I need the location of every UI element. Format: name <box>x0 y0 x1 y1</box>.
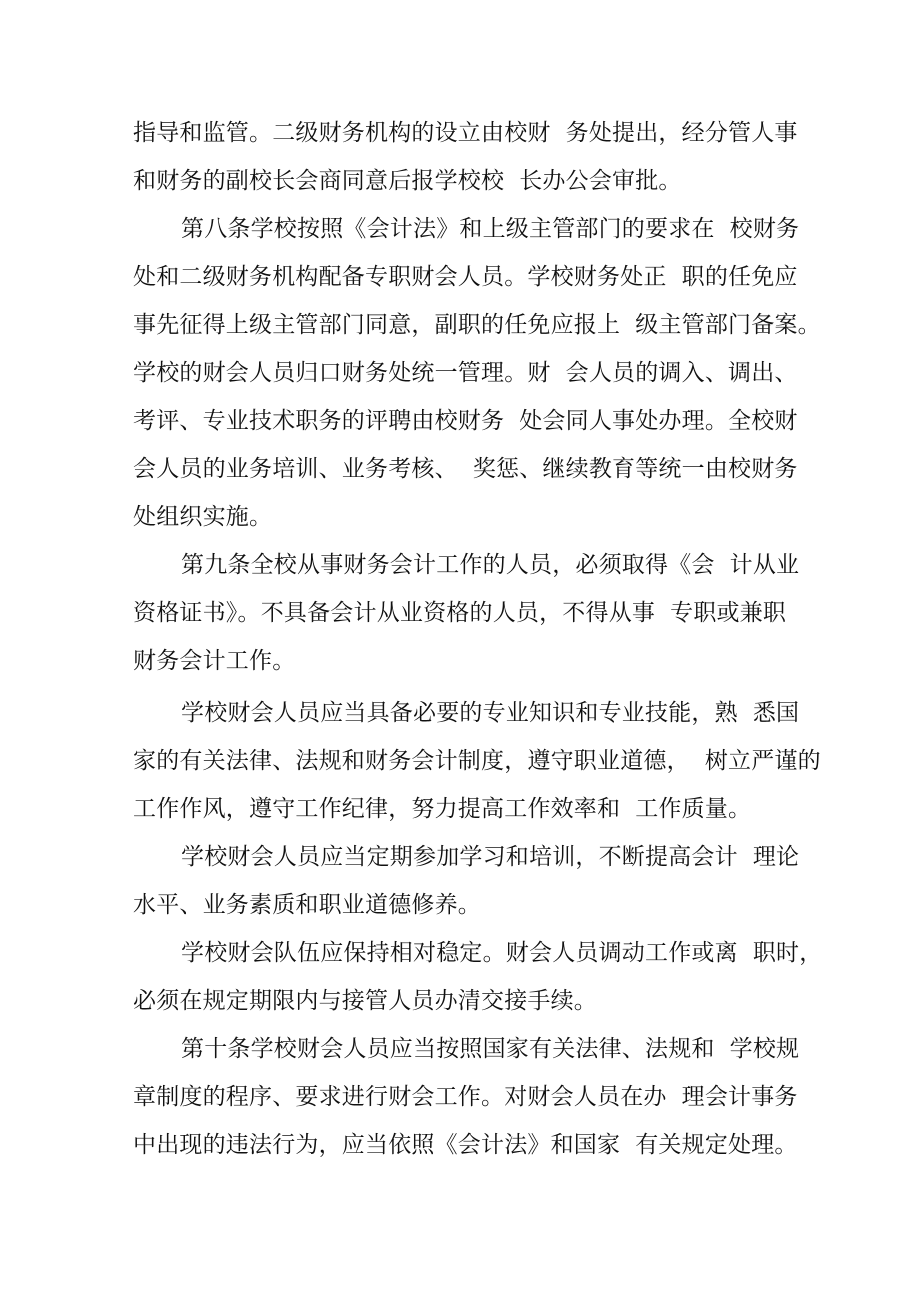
text-line: 资格证书》。不具备会计从业资格的人员，不得从事 专职或兼职 <box>133 600 787 626</box>
text-line: 和财务的副校长会商同意后报学校校 长办公会审批。 <box>133 168 682 194</box>
text-line-article-8: 第八条学校按照《会计法》和上级主管部门的要求在 校财务 <box>181 216 800 242</box>
text-line-paragraph: 学校财会队伍应保持相对稳定。财会人员调动工作或离 职时， <box>181 940 823 966</box>
text-line: 家的有关法律、法规和财务会计制度，遵守职业道德， 树立严谨的 <box>133 748 821 774</box>
text-line: 会人员的业务培训、业务考核、 奖惩、继续教育等统一由校财务 <box>133 456 798 482</box>
text-line: 处和二级财务机构配备专职财会人员。学校财务处正 职的任免应 <box>133 264 798 290</box>
text-line: 考评、专业技术职务的评聘由校财务 处会同人事处办理。全校财 <box>133 408 798 434</box>
text-line: 学校的财会人员归口财务处统一管理。财 会人员的调入、调出、 <box>133 360 798 386</box>
text-line-paragraph: 学校财会人员应当具备必要的专业知识和专业技能，熟 悉国 <box>181 700 800 726</box>
text-line: 事先征得上级主管部门同意，副职的任免应报上 级主管部门备案。 <box>133 312 821 338</box>
text-line: 中出现的违法行为，应当依照《会计法》和国家 有关规定处理。 <box>133 1132 798 1158</box>
text-line: 指导和监管。二级财务机构的设立由校财 务处提出，经分管人事 <box>133 120 798 146</box>
text-line-article-9: 第九条全校从事财务会计工作的人员，必须取得《会 计从业 <box>181 552 800 578</box>
text-line: 工作作风，遵守工作纪律，努力提高工作效率和 工作质量。 <box>133 796 752 822</box>
text-line: 水平、业务素质和职业道德修养。 <box>133 892 481 918</box>
text-line-paragraph: 学校财会人员应当定期参加学习和培训，不断提高会计 理论 <box>181 844 800 870</box>
text-line: 章制度的程序、要求进行财会工作。对财会人员在办 理会计事务 <box>133 1084 798 1110</box>
text-line: 必须在规定期限内与接管人员办清交接手续。 <box>133 988 597 1014</box>
text-line: 处组织实施。 <box>133 504 273 530</box>
text-line: 财务会计工作。 <box>133 648 296 674</box>
text-line-article-10: 第十条学校财会人员应当按照国家有关法律、法规和 学校规 <box>181 1036 800 1062</box>
